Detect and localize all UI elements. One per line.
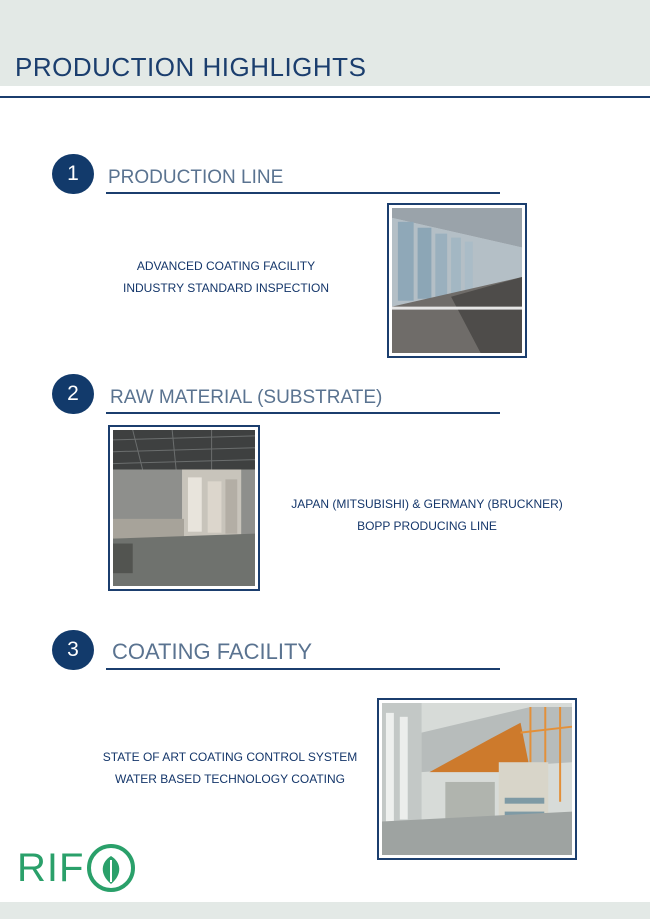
section-title: COATING FACILITY <box>112 639 313 664</box>
description-line: JAPAN (MITSUBISHI) & GERMANY (BRUCKNER) <box>291 497 563 511</box>
description-line: STATE OF ART COATING CONTROL SYSTEM <box>102 750 358 764</box>
photo-clean-room-image <box>392 208 522 353</box>
section-divider <box>106 192 500 194</box>
logo-wordmark: RIF <box>17 845 85 890</box>
description-line: BOPP PRODUCING LINE <box>357 519 497 533</box>
brand-logo <box>17 838 147 898</box>
photo-clean-room-corridor <box>387 203 527 358</box>
description-line: ADVANCED COATING FACILITY <box>136 259 316 273</box>
header-divider <box>0 96 650 98</box>
page-title: PRODUCTION HIGHLIGHTS <box>15 52 367 82</box>
section-divider <box>106 668 500 670</box>
section-title: PRODUCTION LINE <box>108 167 284 188</box>
section-description <box>110 255 342 299</box>
section-title: RAW MATERIAL (SUBSTRATE) <box>110 387 383 408</box>
section-header-coating-facility <box>52 630 500 670</box>
section-number-badge: 1 <box>52 154 94 194</box>
section-description <box>282 493 572 537</box>
description-line: INDUSTRY STANDARD INSPECTION <box>122 281 330 295</box>
photo-bopp-line-image <box>113 430 255 586</box>
section-header-raw-material <box>52 374 500 414</box>
section-number-badge: 3 <box>52 630 94 670</box>
section-divider <box>106 412 500 414</box>
photo-coating-machine-image <box>382 703 572 855</box>
section-description <box>92 746 368 790</box>
photo-bopp-line <box>108 425 260 591</box>
footer-band <box>0 902 650 919</box>
section-header-production-line <box>52 154 500 194</box>
section-number-badge: 2 <box>52 374 94 414</box>
photo-coating-machine <box>377 698 577 860</box>
description-line: WATER BASED TECHNOLOGY COATING <box>114 772 346 786</box>
leaf-in-circle-icon <box>85 842 137 894</box>
